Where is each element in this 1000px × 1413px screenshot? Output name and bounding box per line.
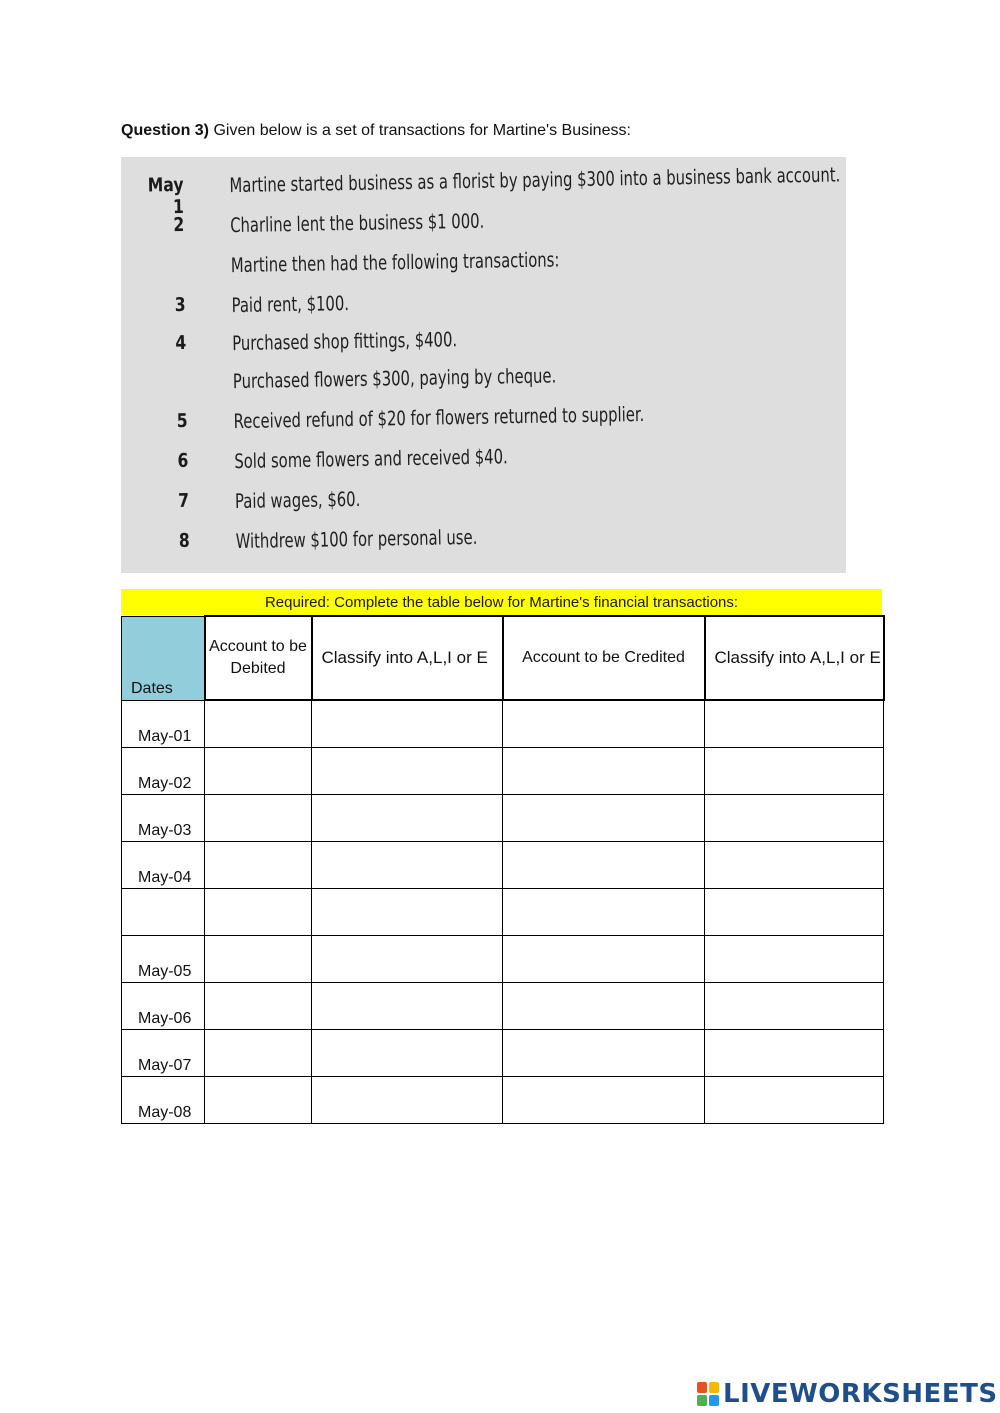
credit-classify-cell[interactable] — [705, 888, 884, 935]
credit-classify-cell[interactable] — [705, 982, 884, 1029]
logo-square — [697, 1382, 707, 1393]
row-date: May-08 — [122, 1076, 205, 1123]
credit-account-cell[interactable] — [503, 982, 705, 1029]
table-row — [122, 935, 884, 982]
row-date: May-04 — [122, 841, 205, 888]
table-row — [122, 982, 884, 1029]
debit-classify-cell[interactable] — [312, 747, 503, 794]
header-account-credited: Account to be Credited — [503, 616, 705, 700]
transaction-day — [136, 370, 187, 371]
credit-classify-cell[interactable] — [705, 841, 884, 888]
table-row — [122, 1029, 884, 1076]
debit-account-cell[interactable] — [205, 982, 312, 1029]
row-date: May-06 — [122, 982, 205, 1029]
transactions-table — [121, 615, 885, 1124]
row-date: May-02 — [122, 747, 205, 794]
row-date — [122, 888, 205, 935]
transaction-description: Paid rent, $100. — [231, 291, 350, 318]
credit-account-cell[interactable] — [503, 1076, 705, 1123]
transaction-day: 8 — [178, 529, 190, 553]
debit-classify-cell[interactable] — [312, 982, 503, 1029]
transaction-line — [128, 518, 869, 567]
header-dates: Dates — [122, 616, 205, 700]
row-date: May-07 — [122, 1029, 205, 1076]
transaction-day: 5 — [176, 409, 188, 433]
credit-account-cell[interactable] — [503, 841, 705, 888]
debit-classify-cell[interactable] — [312, 935, 503, 982]
credit-classify-cell[interactable] — [705, 794, 884, 841]
debit-account-cell[interactable] — [205, 1029, 312, 1076]
table-row — [122, 794, 884, 841]
transaction-description: Martine then had the following transactions: — [230, 247, 560, 278]
credit-account-cell[interactable] — [503, 1029, 705, 1076]
debit-classify-cell[interactable] — [312, 700, 503, 747]
transaction-description: Paid wages, $60. — [234, 486, 361, 514]
transactions-scan — [121, 157, 846, 573]
credit-classify-cell[interactable] — [705, 935, 884, 982]
credit-classify-cell[interactable] — [705, 1029, 884, 1076]
credit-classify-cell[interactable] — [705, 747, 884, 794]
debit-account-cell[interactable] — [205, 841, 312, 888]
debit-account-cell[interactable] — [205, 794, 312, 841]
row-date: May-03 — [122, 794, 205, 841]
debit-classify-cell[interactable] — [312, 794, 503, 841]
debit-account-cell[interactable] — [205, 935, 312, 982]
table-row — [122, 700, 884, 747]
row-date: May-05 — [122, 935, 205, 982]
table-row — [122, 888, 884, 935]
credit-account-cell[interactable] — [503, 935, 705, 982]
transaction-description: Purchased flowers $300, paying by cheque. — [232, 363, 557, 394]
transaction-day: 3 — [174, 293, 186, 317]
question-label: Question 3) — [121, 122, 210, 139]
transaction-day: 7 — [177, 489, 190, 513]
required-instruction: Required: Complete the table below for Martine's financial transactions: — [121, 589, 882, 615]
table-row — [122, 747, 884, 794]
debit-classify-cell[interactable] — [312, 1076, 503, 1123]
transaction-description: Martine started business as a florist by paying $300 into a business bank account. — [229, 162, 841, 198]
debit-account-cell[interactable] — [205, 888, 312, 935]
debit-account-cell[interactable] — [205, 747, 312, 794]
logo-square — [697, 1395, 707, 1406]
credit-account-cell[interactable] — [503, 747, 705, 794]
transaction-description: Withdrew $100 for personal use. — [235, 524, 478, 554]
credit-classify-cell[interactable] — [705, 1076, 884, 1123]
liveworksheets-mark-icon — [697, 1382, 719, 1406]
credit-classify-cell[interactable] — [705, 700, 884, 747]
transaction-day: 2 — [173, 213, 185, 237]
debit-account-cell[interactable] — [205, 700, 312, 747]
logo-square — [709, 1395, 719, 1406]
question-text: Given below is a set of transactions for Martine's Business: — [209, 122, 631, 139]
table-header-row — [122, 616, 884, 700]
transaction-day: 4 — [175, 331, 187, 355]
transaction-day: 6 — [177, 449, 189, 473]
question-line — [121, 122, 631, 140]
credit-account-cell[interactable] — [503, 794, 705, 841]
header-account-debited: Account to be Debited — [205, 616, 312, 700]
debit-classify-cell[interactable] — [312, 888, 503, 935]
header-classify-credit: Classify into A,L,I or E — [705, 616, 884, 700]
debit-classify-cell[interactable] — [312, 841, 503, 888]
transaction-description: Purchased shop fittings, $400. — [232, 327, 458, 356]
debit-classify-cell[interactable] — [312, 1029, 503, 1076]
transaction-description: Charline lent the business $1 000. — [229, 208, 485, 238]
transaction-day — [134, 254, 185, 255]
header-classify-debit: Classify into A,L,I or E — [312, 616, 503, 700]
row-date: May-01 — [122, 700, 205, 747]
transaction-description: Sold some flowers and received $40. — [234, 444, 508, 474]
table-row — [122, 1076, 884, 1123]
logo-square — [709, 1382, 719, 1393]
credit-account-cell[interactable] — [503, 888, 705, 935]
debit-account-cell[interactable] — [205, 1076, 312, 1123]
transaction-description: Received refund of $20 for flowers returned to supplier. — [233, 401, 645, 434]
table-row — [122, 841, 884, 888]
transaction-day: May 1 — [147, 173, 185, 219]
credit-account-cell[interactable] — [503, 700, 705, 747]
liveworksheets-logo — [697, 1378, 998, 1410]
brand-text: LIVEWORKSHEETS — [723, 1379, 998, 1409]
